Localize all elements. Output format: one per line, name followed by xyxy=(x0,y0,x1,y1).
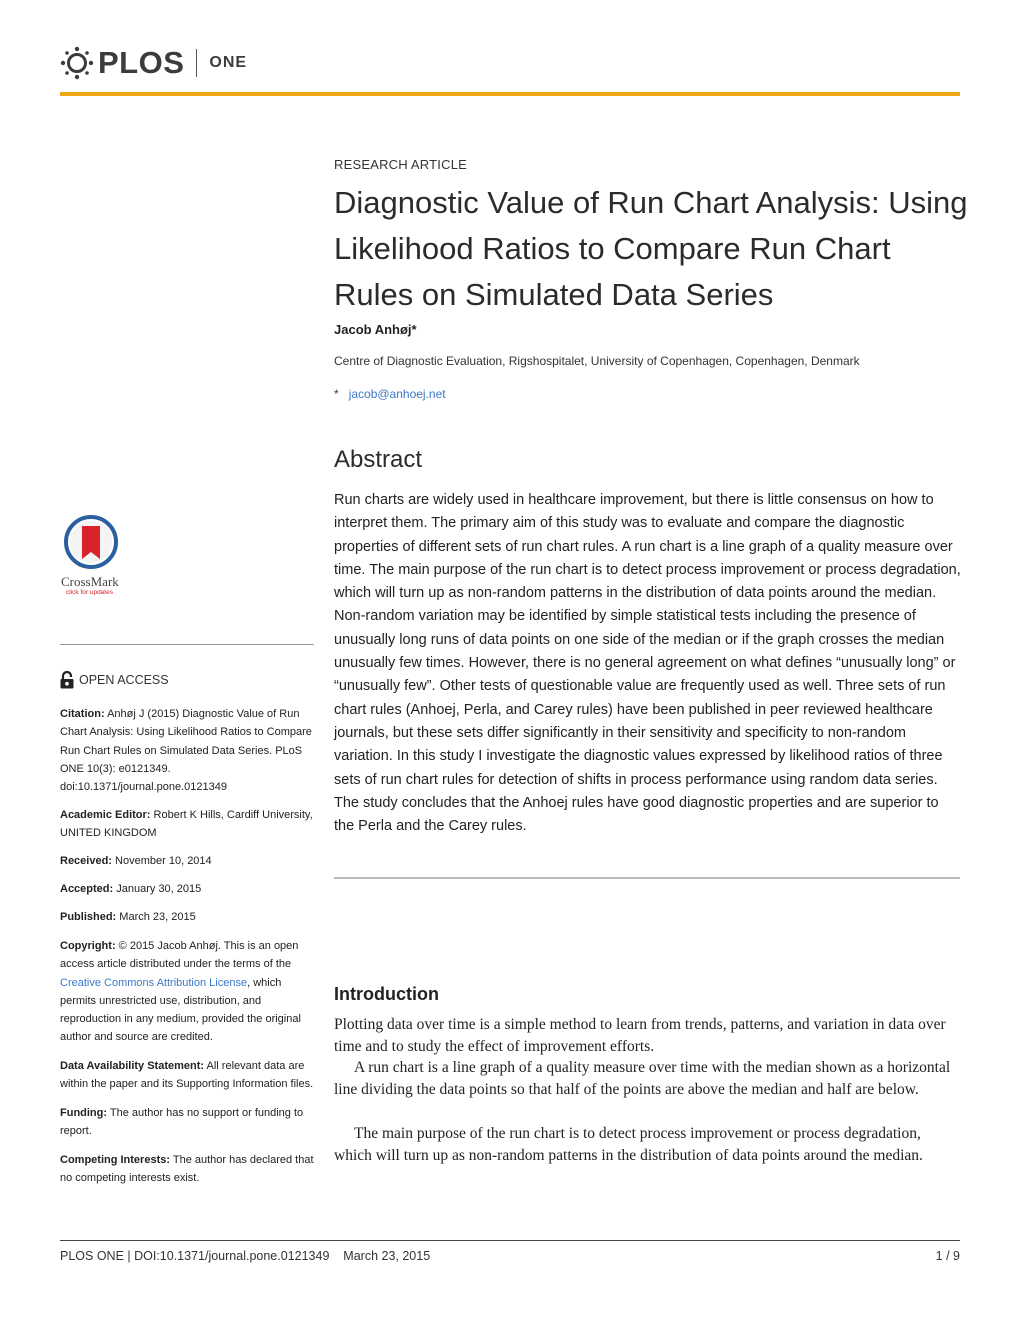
received-date xyxy=(60,852,318,870)
introduction-heading: Introduction xyxy=(334,984,439,1004)
one-logo-text: ONE xyxy=(209,54,248,71)
author-name: Jacob Anhøj* xyxy=(334,322,417,337)
plos-one-logo xyxy=(60,43,247,83)
plos-logo-text: PLOS xyxy=(98,45,185,80)
footer-divider xyxy=(60,1240,960,1241)
header-accent-rule xyxy=(60,92,960,96)
logo-divider xyxy=(196,49,197,77)
crossmark-sublabel: click for updates xyxy=(66,589,113,596)
page-number: 1 / 9 xyxy=(935,1249,960,1263)
open-lock-icon xyxy=(60,671,74,689)
academic-editor xyxy=(60,806,318,843)
crossmark-badge[interactable] xyxy=(60,515,126,595)
accepted-text: January 30, 2015 xyxy=(116,883,202,895)
abstract-divider xyxy=(334,877,960,879)
crossmark-label: CrossMark xyxy=(61,574,119,589)
footer-citation: PLOS ONE | DOI:10.1371/journal.pone.0121349 March 23, 2015 xyxy=(60,1249,431,1263)
published-text: March 23, 2015 xyxy=(119,911,196,923)
citation xyxy=(60,705,318,796)
article-title: Diagnostic Value of Run Chart Analysis: Using Likelihood Ratios to Compare Run Chart Rules on Simulated Data Series xyxy=(334,185,968,312)
copyright xyxy=(60,937,318,1047)
copyright-text-post: , which permits unrestricted use, distribution, and reproduction in any medium, provided the original author and source are credited. xyxy=(60,976,301,1044)
correspondence-marker: * xyxy=(334,387,339,401)
license-link[interactable]: Creative Commons Attribution License xyxy=(60,976,248,989)
academic-editor-text: Robert K Hills, Cardiff University, UNITED KINGDOM xyxy=(60,809,313,840)
open-access-label xyxy=(60,671,169,689)
abstract-body: Run charts are widely used in healthcare improvement, but there is little consensus on how to interpret them. The primary aim of this study was to evaluate and compare the diagnostic properties of different sets of run chart rules. A run chart is a line graph of a quality measure over time. The main purpose of the run chart is to detect process improvement or process degradation, which will turn up as non-random patterns in the distribution of data points around the median. Non-random variation may be identified by simple statistical tests including the presence of unusually long runs of data points on one side of the median or if the graph crosses the median unusually few times. However, there is no general agreement on what defines “unusually long” or “unusually few”. Other tests of questionable value are frequently used as well. Three sets of run chart rules (Anhoej, Perla, and Carey rules) have been published in peer reviewed healthcare journals, but these sets differ significantly in their sensitivity and specificity to non-random variation. In this study I investigate the diagnostic values expressed by likelihood ratios of three sets of run chart rules for detection of shifts in process performance using random data series. The study concludes that the Anhoej rules have good diagnostic properties and are superior to the Perla and the Carey rules. xyxy=(334,492,961,835)
open-access-text: OPEN ACCESS xyxy=(79,673,169,687)
intro-paragraph-2: A run chart is a line graph of a quality measure over time with the median shown as a horizontal line dividing the data points so that half of the points are above the median and half are below. xyxy=(334,1059,951,1098)
intro-paragraph-3: The main purpose of the run chart is to detect process improvement or process degradation, which will turn up as non-random patterns in the distribution of data points around the median. xyxy=(334,1125,923,1164)
correspondence-line xyxy=(334,387,446,401)
copyright-text-pre: © 2015 Jacob Anhøj. This is an open access article distributed under the terms of the xyxy=(60,940,299,971)
funding-text: The author has no support or funding to report. xyxy=(60,1107,304,1138)
article-type: RESEARCH ARTICLE xyxy=(334,157,467,172)
accepted-date xyxy=(60,880,318,898)
funding-label: Funding: xyxy=(60,1107,108,1119)
competing-interests-label: Competing Interests: xyxy=(60,1154,171,1166)
data-availability-label: Data Availability Statement: xyxy=(60,1060,205,1072)
intro-paragraph-1: Plotting data over time is a simple method to learn from trends, patterns, and variation in data over time and to study the effect of improvement efforts. xyxy=(334,1016,946,1055)
competing-interests xyxy=(60,1151,318,1188)
abstract-heading: Abstract xyxy=(334,446,423,473)
copyright-label: Copyright: xyxy=(60,940,116,952)
academic-editor-label: Academic Editor: xyxy=(60,809,151,821)
received-text: November 10, 2014 xyxy=(115,855,212,867)
published-date xyxy=(60,908,318,926)
accepted-label: Accepted: xyxy=(60,883,114,895)
email-link[interactable]: jacob@anhoej.net xyxy=(348,387,446,401)
received-label: Received: xyxy=(60,855,112,867)
plos-sun-icon xyxy=(60,46,94,80)
author-affiliation: Centre of Diagnostic Evaluation, Rigshospitalet, University of Copenhagen, Copenhagen, Denmark xyxy=(334,354,860,368)
citation-text: Anhøj J (2015) Diagnostic Value of Run Chart Analysis: Using Likelihood Ratios to Compare Run Chart Rules on Simulated Data Series. PLoS ONE 10(3): e0121349. doi:10.1371/journal.pone.0121349 xyxy=(60,708,312,794)
crossmark-icon xyxy=(60,515,126,571)
data-availability-text: All relevant data are within the paper and its Supporting Information files. xyxy=(60,1060,314,1091)
funding xyxy=(60,1104,318,1141)
sidebar-divider xyxy=(60,644,314,645)
competing-interests-text: The author has declared that no competing interests exist. xyxy=(60,1154,314,1185)
published-label: Published: xyxy=(60,911,117,923)
citation-label: Citation: xyxy=(60,708,105,720)
data-availability xyxy=(60,1057,318,1094)
